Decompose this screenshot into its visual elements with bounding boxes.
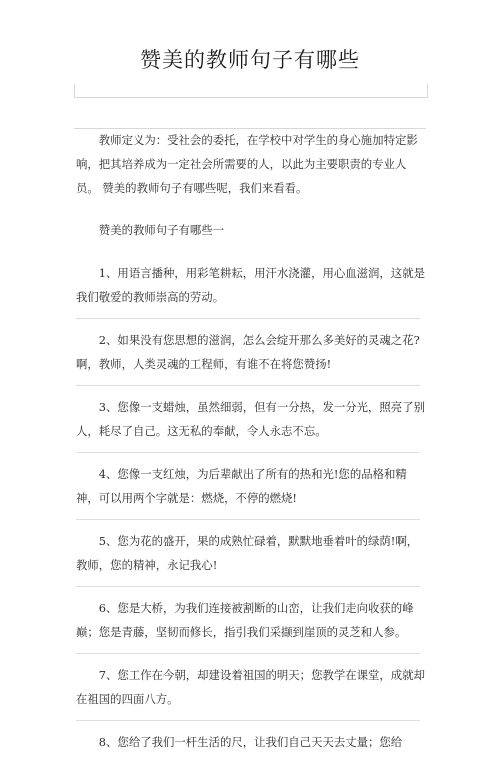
divider bbox=[76, 653, 420, 654]
divider bbox=[76, 318, 420, 319]
list-item bbox=[76, 596, 428, 644]
list-item bbox=[76, 261, 428, 309]
item-text: 4、您像一支红烛，为后辈献出了所有的热和光!您的品格和精神，可以用两个字就是：燃烧，不停的燃烧! bbox=[76, 467, 407, 505]
document-body bbox=[76, 128, 428, 773]
list-item bbox=[76, 462, 428, 510]
divider bbox=[76, 519, 420, 520]
item-text: 2、如果没有您思想的滋润，怎么会绽开那么多美好的灵魂之花?啊，教师，人类灵魂的工程师，有谁不在将您赞扬! bbox=[76, 333, 420, 371]
list-item bbox=[76, 395, 428, 443]
item-text: 7、您工作在今朝，却建设着祖国的明天；您教学在课堂，成就却在祖国的四面八方。 bbox=[76, 668, 425, 706]
intro-line bbox=[76, 218, 428, 242]
title-underline-box bbox=[74, 84, 428, 98]
item-text: 1、用语言播种，用彩笔耕耘，用汗水浇灌，用心血滋润，这就是我们敬爱的教师崇高的劳动。 bbox=[76, 266, 425, 304]
item-text: 8、您给了我们一杆生活的尺，让我们自己天天去丈量；您给 bbox=[98, 735, 403, 749]
divider bbox=[76, 720, 420, 721]
page-title: 赞美的教师句子有哪些 bbox=[140, 48, 360, 72]
definition-paragraph bbox=[76, 128, 428, 200]
definition-text: 教师定义为：受社会的委托，在学校中对学生的身心施加特定影响，把其培养成为一定社会所需要的人，以此为主要职责的专业人员。 赞美的教师句子有哪些呢，我们来看看。 bbox=[76, 133, 418, 195]
paragraph-rule bbox=[74, 128, 426, 129]
item-text: 5、您为花的盛开，果的成熟忙碌着，默默地垂着叶的绿荫!啊，教师，您的精神，永记我心! bbox=[76, 534, 419, 572]
intro-text: 赞美的教师句子有哪些一 bbox=[98, 223, 225, 237]
list-item bbox=[76, 529, 428, 577]
list-item bbox=[76, 328, 428, 376]
list-item bbox=[76, 663, 428, 711]
divider bbox=[76, 586, 420, 587]
item-text: 6、您是大桥，为我们连接被割断的山峦，让我们走向收获的峰巅；您是青藤，坚韧而修长，指引我们采撷到崖顶的灵芝和人参。 bbox=[76, 601, 414, 639]
divider bbox=[76, 385, 420, 386]
list-item bbox=[76, 730, 428, 754]
divider bbox=[76, 452, 420, 453]
item-text: 3、您像一支蜡烛，虽然细弱，但有一分热，发一分光，照亮了别人，耗尽了自己。这无私的奉献，令人永志不忘。 bbox=[76, 400, 425, 438]
